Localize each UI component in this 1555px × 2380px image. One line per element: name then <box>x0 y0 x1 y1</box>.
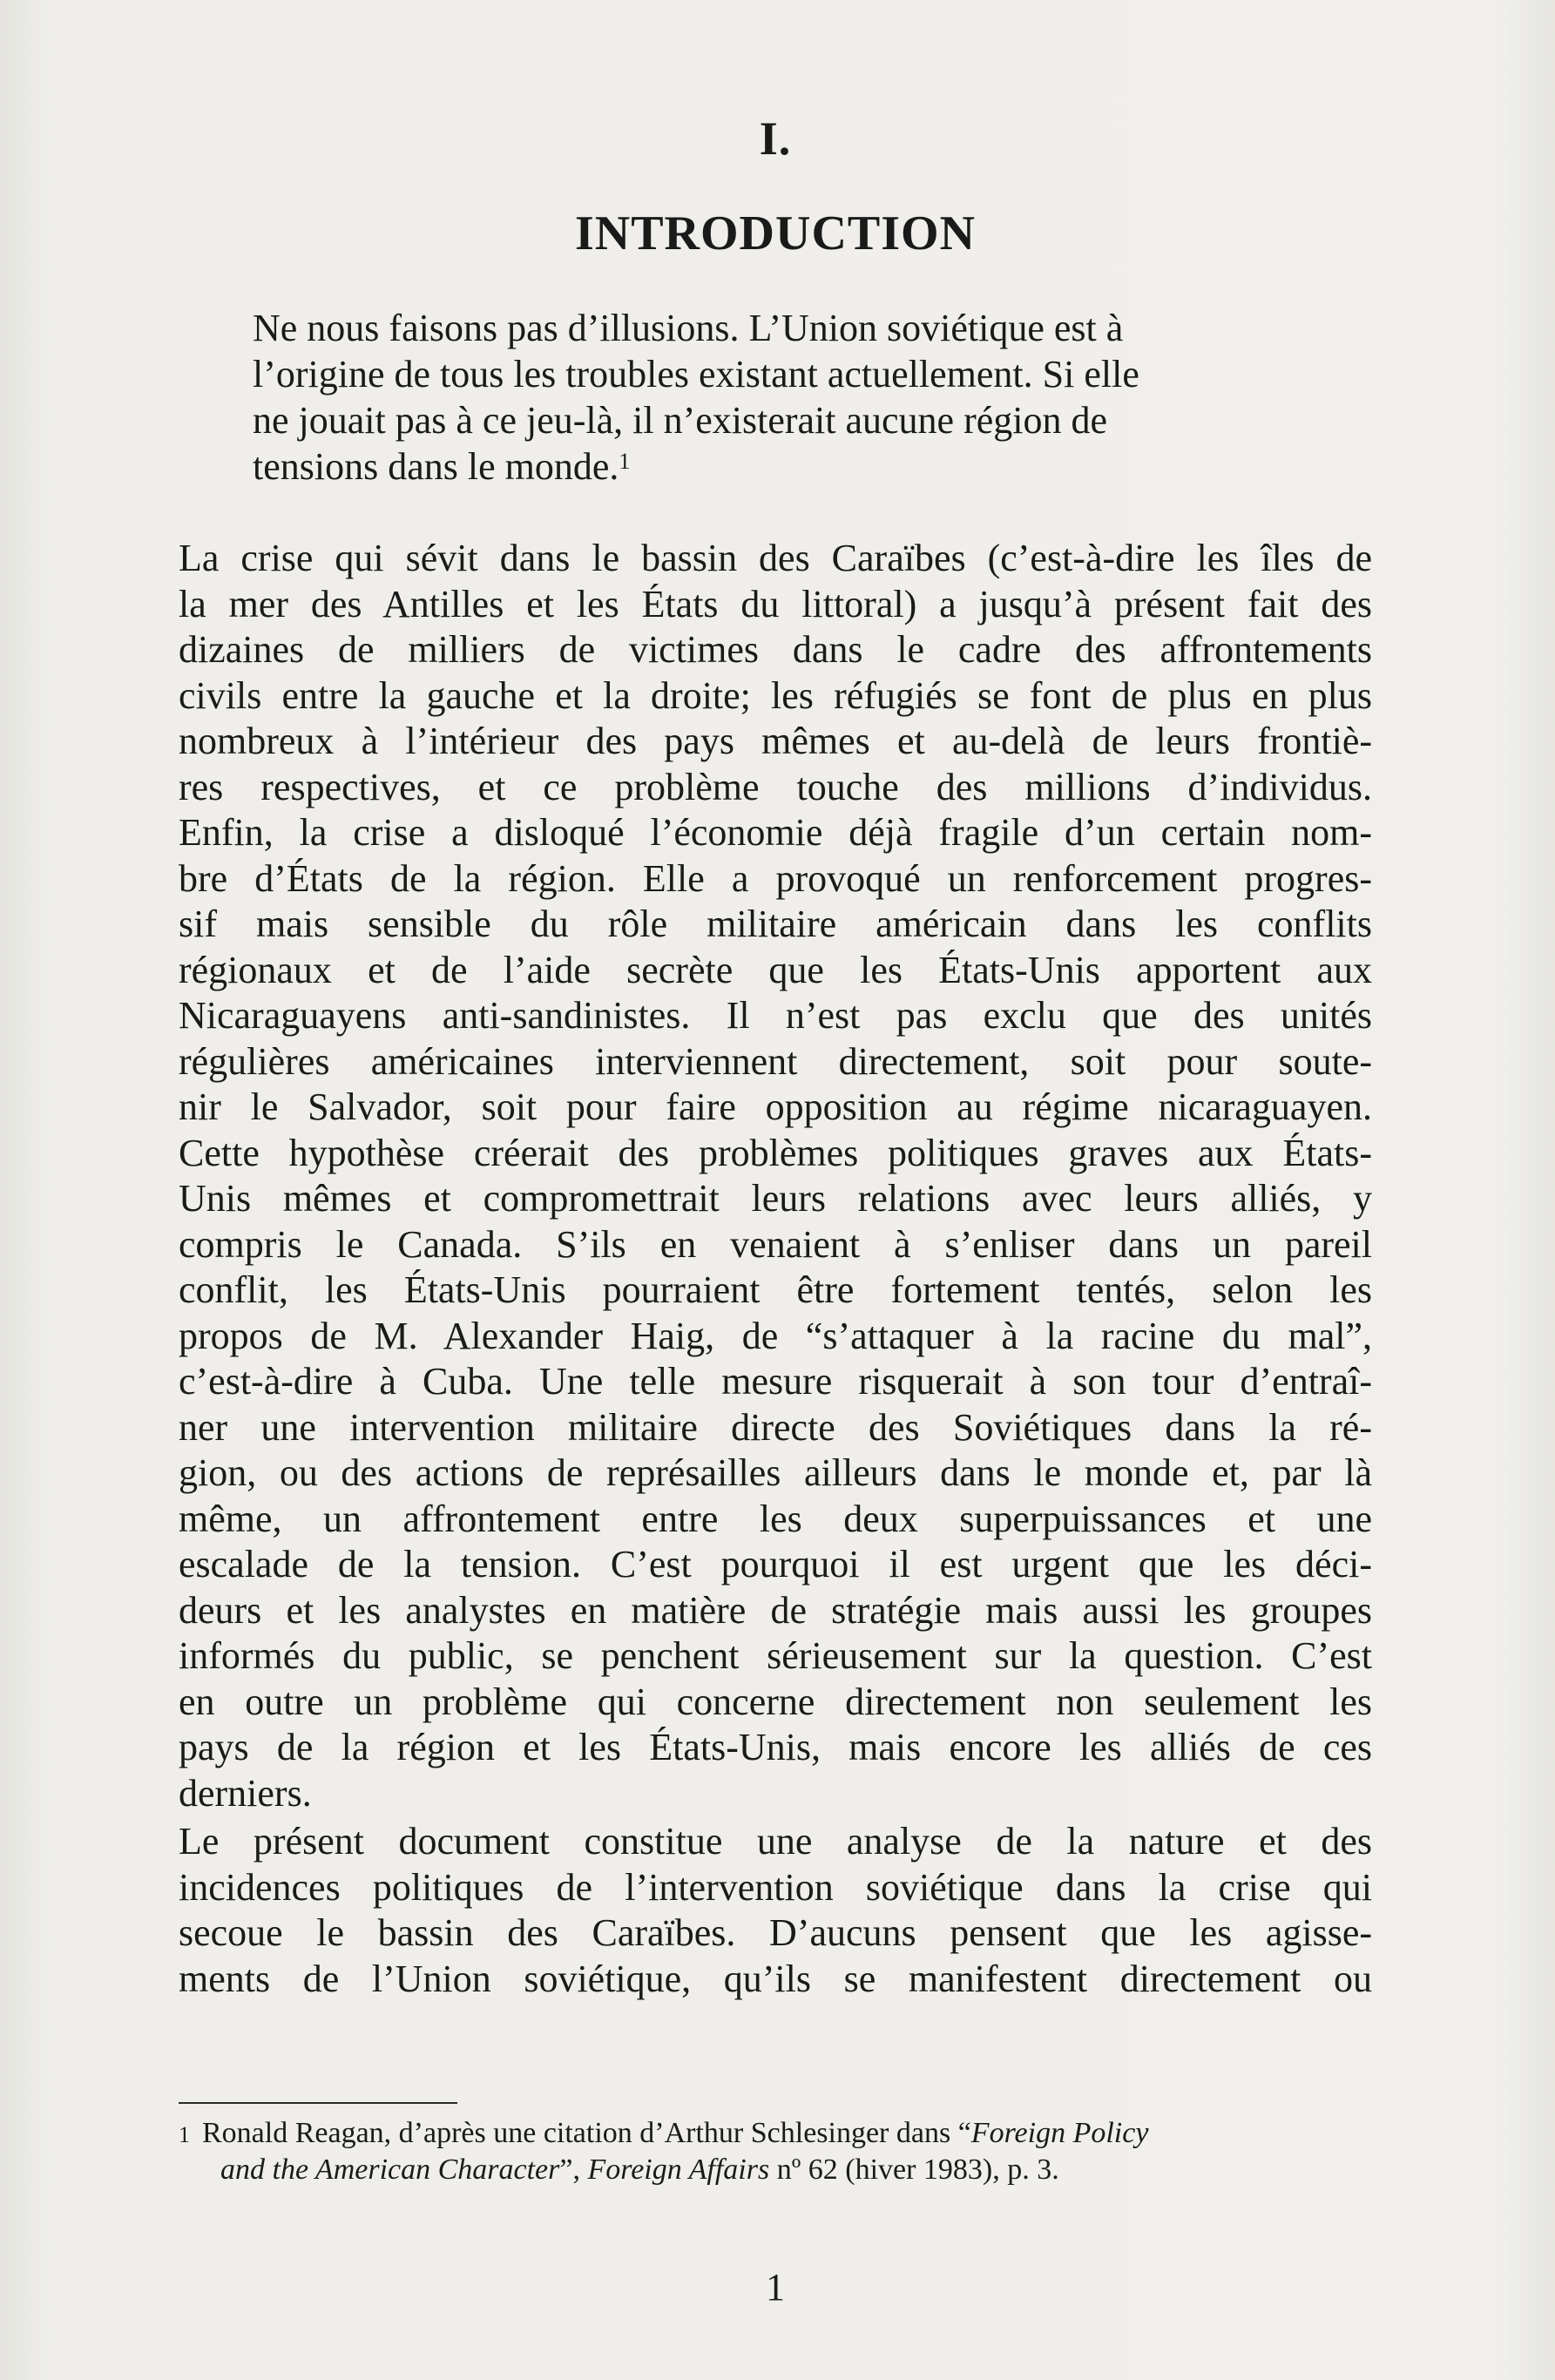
paragraph-line: propos de M. Alexander Haig, de “s’attaquer à la racine du mal”, <box>179 1314 1372 1357</box>
body-paragraph-2 <box>179 1819 1372 2002</box>
epigraph-line: Ne nous faisons pas d’illusions. L’Union soviétique est à <box>253 307 1124 349</box>
epigraph-quote <box>253 305 1281 490</box>
footnote-title-continued: and the American Character <box>220 2153 560 2186</box>
paragraph-line: sif mais sensible du rôle militaire américain dans les conflits <box>179 903 1372 945</box>
epigraph-line: ne jouait pas à ce jeu-là, il n’existerait aucune région de <box>253 399 1108 442</box>
paragraph-line: res respectives, et ce problème touche des millions d’individus. <box>179 765 1372 808</box>
paragraph-line: Cette hypothèse créerait des problèmes politiques graves aux États- <box>179 1131 1372 1174</box>
footnote-text-after: nº 62 (hiver 1983), p. 3. <box>769 2153 1059 2186</box>
epigraph-line: l’origine de tous les troubles existant actuellement. Si elle <box>253 353 1139 396</box>
paragraph-line: deurs et les analystes en matière de stratégie mais aussi les groupes <box>179 1588 1372 1632</box>
epigraph-line-last <box>253 443 1281 490</box>
paragraph-line: escalade de la tension. C’est pourquoi il est urgent que les déci- <box>179 1543 1372 1586</box>
paragraph-line: conflit, les États-Unis pourraient être fortement tentés, selon les <box>179 1268 1372 1311</box>
footnote-divider <box>179 2102 457 2104</box>
epigraph-line-text: tensions dans le monde. <box>253 445 619 488</box>
paragraph-line: nombreux à l’intérieur des pays mêmes et au-delà de leurs frontiè- <box>179 720 1372 762</box>
paragraph-line: La crise qui sévit dans le bassin des Caraïbes (c’est-à-dire les îles de <box>179 537 1372 579</box>
paragraph-line: même, un affrontement entre les deux superpuissances et une <box>179 1497 1372 1540</box>
paragraph-line: informés du public, se penchent sérieusement sur la question. C’est <box>179 1634 1372 1677</box>
paragraph-line: Enfin, la crise a disloqué l’économie déjà fragile d’un certain nom- <box>179 811 1372 854</box>
footnote-text: Ronald Reagan, d’après une citation d’Arthur Schlesinger dans “ <box>202 2117 971 2149</box>
paragraph-line: civils entre la gauche et la droite; les réfugiés se font de plus en plus <box>179 673 1372 717</box>
paragraph-line: dizaines de milliers de victimes dans le cadre des affrontements <box>179 628 1372 671</box>
footnote-journal: Foreign Affairs <box>587 2153 770 2186</box>
footnote-title: Foreign Policy <box>970 2117 1149 2149</box>
footnote-number: 1 <box>179 2122 190 2147</box>
paragraph-line: Nicaraguayens anti-sandinistes. Il n’est pas exclu que des unités <box>179 994 1372 1037</box>
paragraph-line: Le présent document constitue une analyse de la nature et des <box>179 1820 1372 1863</box>
footnote-line-2 <box>179 2152 1372 2188</box>
paragraph-line: bre d’États de la région. Elle a provoqué un renforcement progres- <box>179 856 1372 900</box>
footnote-line-1 <box>179 2115 1372 2152</box>
chapter-number: I. <box>759 112 792 165</box>
paragraph-line: pays de la région et les États-Unis, mais encore les alliés de ces <box>179 1726 1372 1768</box>
paragraph-line: en outre un problème qui concerne directement non seulement les <box>179 1680 1372 1723</box>
paragraph-line: gion, ou des actions de représailles ailleurs dans le monde et, par là <box>179 1451 1372 1494</box>
paragraph-line: secoue le bassin des Caraïbes. D’aucuns pensent que les agisse- <box>179 1911 1372 1954</box>
footnote-reference: 1 <box>619 449 631 474</box>
chapter-title: INTRODUCTION <box>574 206 977 260</box>
footnote <box>179 2115 1372 2188</box>
paragraph-line: régionaux et de l’aide secrète que les États-Unis apportent aux <box>179 948 1372 991</box>
paragraph-line: ner une intervention militaire directe des Soviétiques dans la ré- <box>179 1405 1372 1449</box>
footnote-text-mid: ”, <box>559 2153 588 2186</box>
paragraph-line: ments de l’Union soviétique, qu’ils se manifestent directement ou <box>179 1957 1372 2000</box>
paragraph-line: compris le Canada. S’ils en venaient à s’enliser dans un pareil <box>179 1222 1372 1266</box>
paragraph-line: c’est-à-dire à Cuba. Une telle mesure risquerait à son tour d’entraî- <box>179 1360 1372 1403</box>
body-paragraph-1 <box>179 536 1372 1816</box>
paragraph-line: incidences politiques de l’intervention soviétique dans la crise qui <box>179 1865 1372 1909</box>
paragraph-line: Unis mêmes et compromettrait leurs relations avec leurs alliés, y <box>179 1177 1372 1220</box>
paragraph-line: la mer des Antilles et les États du littoral) a jusqu’à présent fait des <box>179 582 1372 625</box>
page-number: 1 <box>766 2266 785 2309</box>
paragraph-line: derniers. <box>179 1771 312 1815</box>
paragraph-line: régulières américaines interviennent directement, soit pour soute- <box>179 1039 1372 1083</box>
paragraph-line: nir le Salvador, soit pour faire opposition au régime nicaraguayen. <box>179 1085 1372 1128</box>
